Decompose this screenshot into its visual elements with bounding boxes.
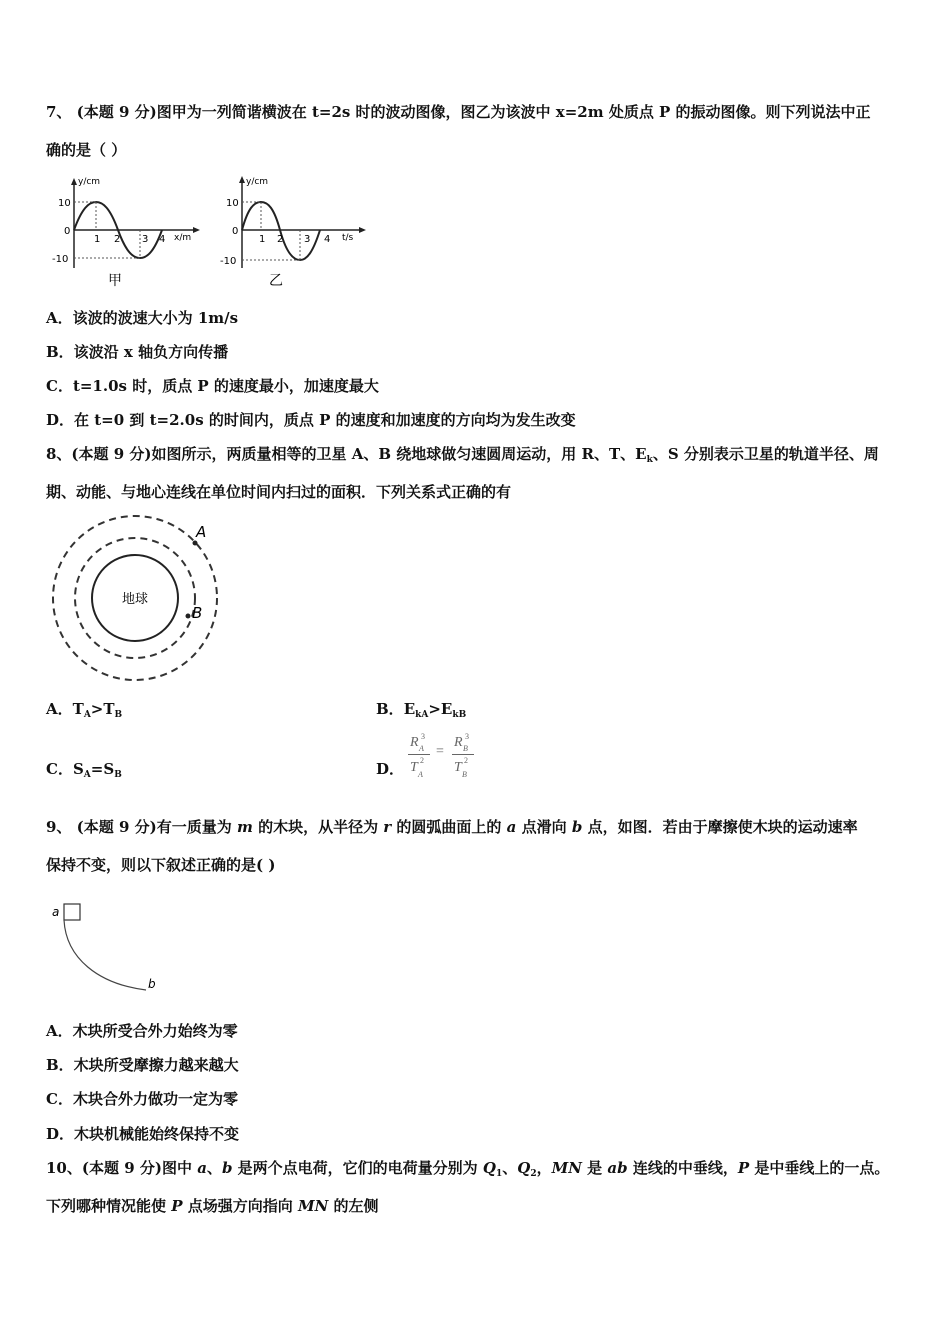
q7-vibration-xlabel: t/s bbox=[342, 233, 354, 243]
q10-text-line2 bbox=[46, 1196, 379, 1216]
q7-wave-graph bbox=[46, 172, 206, 290]
q9-option-d[interactable]: D．木块机械能始终保持不变 bbox=[46, 1125, 240, 1143]
q10-q1: Q bbox=[482, 1159, 496, 1177]
q8-option-b-op: >E bbox=[428, 700, 453, 718]
q9-r: r bbox=[383, 818, 392, 836]
q8-line1-end: 、S 分别表示卫星的轨道半径、周 bbox=[652, 445, 879, 463]
formula-bar-right bbox=[452, 754, 474, 755]
formula-t-a: T bbox=[410, 760, 418, 775]
q9-m: m bbox=[236, 818, 253, 836]
q7-wave-xtick: 1 bbox=[94, 234, 101, 245]
q10-seg3: 是两个点电荷，它们的电荷量分别为 bbox=[232, 1159, 483, 1177]
formula-equals: = bbox=[436, 744, 444, 759]
q10-b: b bbox=[221, 1159, 233, 1177]
q7-wave-ytick: -10 bbox=[52, 254, 69, 265]
formula-r-a: R bbox=[410, 735, 419, 750]
point-b-label: b bbox=[148, 977, 156, 991]
q10-a: a bbox=[197, 1159, 207, 1177]
q8-option-c-sub2: B bbox=[114, 770, 122, 780]
q7-option-c[interactable]: C．t=1.0s 时，质点 P 的速度最小，加速度最大 bbox=[46, 377, 379, 395]
q8-option-c[interactable] bbox=[46, 759, 122, 785]
q8-text-line2: 期、动能、与地心连线在单位时间内扫过的面积．下列关系式正确的有 bbox=[46, 483, 512, 501]
formula-bar-left bbox=[408, 754, 430, 755]
q7-wave-ytick: 10 bbox=[58, 198, 71, 209]
q9-seg1: 9、 (本题 9 分)有一质量为 bbox=[46, 818, 237, 836]
q8-line1-subscript: k bbox=[646, 455, 653, 465]
formula-t-b: T bbox=[454, 760, 462, 775]
q9-text-line1 bbox=[46, 817, 858, 837]
formula-power2-b: 2 bbox=[464, 756, 468, 765]
satellite-a-label: A bbox=[196, 523, 207, 541]
q10-seg6: 是 bbox=[581, 1159, 608, 1177]
q8-option-b-t: E bbox=[403, 700, 416, 718]
q9-text-line2: 保持不变，则以下叙述正确的是( ) bbox=[46, 856, 276, 874]
formula-power2: 2 bbox=[420, 756, 424, 765]
q10-text-line1 bbox=[46, 1158, 889, 1184]
q7-text-line2: 确的是（ ） bbox=[46, 141, 127, 159]
q10-seg5: ， bbox=[536, 1159, 552, 1177]
q9-seg2: 的木块，从半径为 bbox=[252, 818, 384, 836]
satellite-a-dot bbox=[193, 541, 198, 546]
q10-ab: ab bbox=[607, 1159, 628, 1177]
q9-seg3: 的圆弧曲面上的 bbox=[391, 818, 507, 836]
q10-seg2: 、 bbox=[206, 1159, 222, 1177]
q7-text-line1: 7、 (本题 9 分)图甲为一列简谐横波在 t=2s 时的波动图像，图乙为该波中 x=2m 处质点 P 的振动图像。则下列说法中正 bbox=[46, 103, 871, 121]
q9-option-c[interactable]: C．木块合外力做功一定为零 bbox=[46, 1090, 238, 1108]
q8-option-a-label: A． bbox=[46, 700, 73, 718]
q10-seg4: 、 bbox=[502, 1159, 518, 1177]
q7-option-d[interactable]: D．在 t=0 到 t=2.0s 的时间内，质点 P 的速度和加速度的方向均为发生改变 bbox=[46, 411, 576, 429]
q10-seg7: 连线的中垂线， bbox=[627, 1159, 738, 1177]
q8-orbit-figure bbox=[50, 512, 222, 682]
q10-seg1: 10、(本题 9 分)图中 bbox=[46, 1159, 198, 1177]
q7-vibration-xtick: 4 bbox=[324, 234, 331, 245]
formula-t-b-sub: B bbox=[462, 770, 467, 779]
q8-option-b[interactable] bbox=[376, 699, 466, 725]
q8-option-b-sub2: kB bbox=[452, 710, 467, 720]
q7-wave-xtick: 2 bbox=[114, 234, 121, 245]
q10-l2-mn: MN bbox=[297, 1197, 329, 1215]
q10-l2-seg2: 点场强方向指向 bbox=[182, 1197, 298, 1215]
q10-p: P bbox=[737, 1159, 750, 1177]
q8-option-b-sub1: kA bbox=[415, 710, 429, 720]
formula-r-b: R bbox=[454, 735, 463, 750]
satellite-b-label: B bbox=[192, 604, 203, 622]
q8-option-a-sub2: B bbox=[114, 710, 123, 720]
q8-option-a-t: T bbox=[72, 700, 84, 718]
q7-wave-xlabel: x/m bbox=[174, 233, 192, 243]
q8-option-a-op: >T bbox=[90, 700, 115, 718]
q7-vibration-ytick: -10 bbox=[220, 256, 237, 267]
q9-b: b bbox=[571, 818, 583, 836]
satellite-b-dot bbox=[186, 614, 191, 619]
q7-vibration-caption: 乙 bbox=[269, 273, 283, 289]
q8-option-c-sub1: A bbox=[83, 770, 91, 780]
q10-seg8: 是中垂线上的一点。 bbox=[749, 1159, 890, 1177]
q7-option-b[interactable]: B．该波沿 x 轴负方向传播 bbox=[46, 343, 229, 361]
q7-wave-ytick: 0 bbox=[64, 226, 71, 237]
q7-vibration-ytick: 0 bbox=[232, 226, 239, 237]
q7-vibration-graph bbox=[214, 172, 374, 290]
q7-wave-xtick: 4 bbox=[159, 234, 166, 245]
q8-option-a-sub1: A bbox=[83, 710, 91, 720]
q10-q2-sub: 2 bbox=[530, 1169, 537, 1179]
q10-q2: Q bbox=[517, 1159, 531, 1177]
q9-option-b[interactable]: B．木块所受摩擦力越来越大 bbox=[46, 1056, 239, 1074]
q9-a: a bbox=[506, 818, 517, 836]
q7-wave-ylabel: y/cm bbox=[78, 177, 101, 187]
q8-option-c-label: C． bbox=[46, 760, 73, 778]
q7-wave-caption: 甲 bbox=[108, 273, 122, 289]
q10-l2-p: P bbox=[171, 1197, 183, 1215]
q7-option-a[interactable]: A．该波的波速大小为 1m/s bbox=[46, 309, 239, 327]
formula-r-b-sub: B bbox=[463, 744, 468, 753]
q7-vibration-xtick: 3 bbox=[304, 234, 311, 245]
q9-seg4: 点滑向 bbox=[516, 818, 572, 836]
formula-r-a-sub: A bbox=[419, 744, 424, 753]
formula-power3-b: 3 bbox=[465, 732, 469, 741]
q8-text-line1 bbox=[46, 444, 879, 470]
earth-label: 地球 bbox=[122, 592, 149, 607]
q10-q1-sub: 1 bbox=[495, 1169, 503, 1179]
wood-block bbox=[64, 904, 80, 920]
q8-option-a[interactable] bbox=[46, 699, 122, 725]
q7-vibration-ytick: 10 bbox=[226, 198, 239, 209]
q10-mn: MN bbox=[551, 1159, 582, 1177]
q7-vibration-xtick: 1 bbox=[259, 234, 266, 245]
point-a-label: a bbox=[52, 905, 60, 919]
q10-l2-seg3: 的左侧 bbox=[328, 1197, 379, 1215]
q8-line1-main: 8、(本题 9 分)如图所示，两质量相等的卫星 A、B 绕地球做匀速圆周运动，用 R、T、E bbox=[46, 445, 647, 463]
q8-option-c-t: S bbox=[72, 760, 84, 778]
formula-power3: 3 bbox=[421, 732, 425, 741]
q8-option-d-label[interactable]: D． bbox=[376, 760, 405, 778]
q7-vibration-xtick: 2 bbox=[277, 234, 284, 245]
q8-option-c-op: =S bbox=[90, 760, 115, 778]
formula-t-a-sub: A bbox=[418, 770, 423, 779]
q10-l2-seg1: 下列哪种情况能使 bbox=[46, 1197, 172, 1215]
q7-wave-xtick: 3 bbox=[142, 234, 149, 245]
q7-vibration-ylabel: y/cm bbox=[246, 177, 269, 187]
q8-option-b-label: B． bbox=[376, 700, 404, 718]
q9-arc-figure bbox=[48, 898, 168, 998]
q9-option-a[interactable]: A．木块所受合外力始终为零 bbox=[46, 1022, 238, 1040]
q9-seg5: 点，如图．若由于摩擦使木块的运动速率 bbox=[582, 818, 858, 836]
